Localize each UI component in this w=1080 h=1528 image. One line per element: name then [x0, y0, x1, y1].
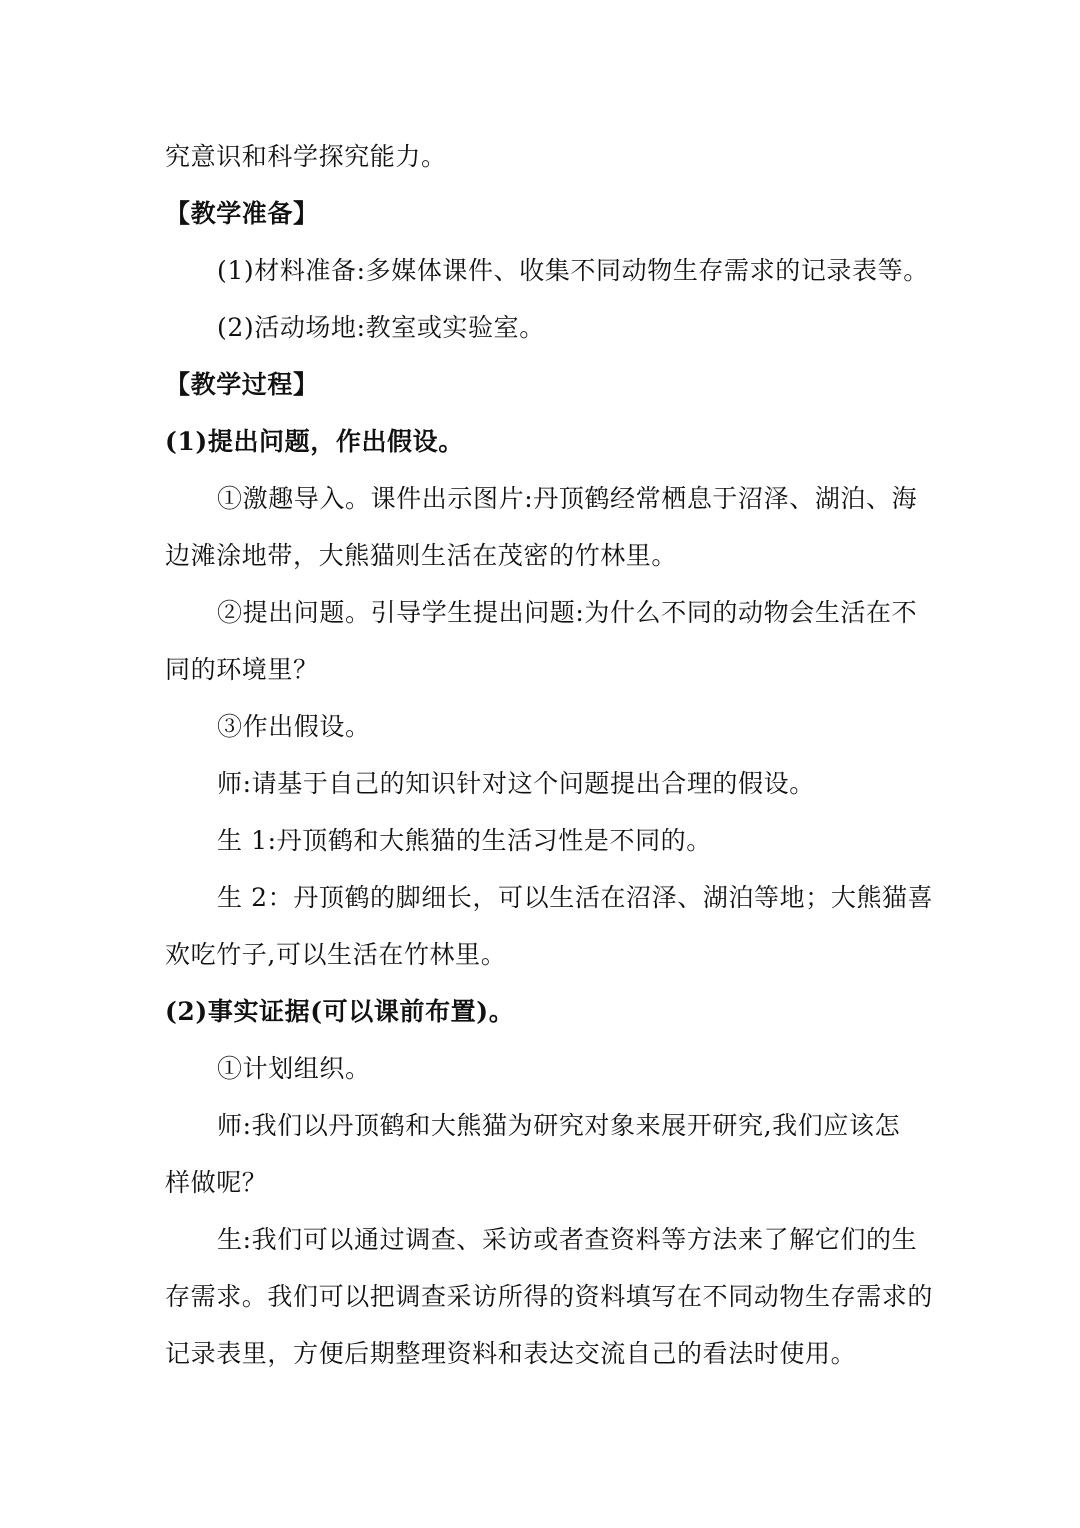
section-heading-preparation: 【教学准备】 — [165, 199, 319, 228]
paragraph-line: ③作出假设。 — [217, 712, 371, 741]
paragraph-line: 欢吃竹子,可以生活在竹林里。 — [165, 940, 507, 969]
paragraph-line: 存需求。我们可以把调查采访所得的资料填写在不同动物生存需求的 — [165, 1282, 934, 1311]
section-heading-process: 【教学过程】 — [165, 370, 319, 399]
paragraph-line: 师:请基于自己的知识针对这个问题提出合理的假设。 — [217, 769, 815, 798]
paragraph-line: ①激趣导入。课件出示图片:丹顶鹤经常栖息于沼泽、湖泊、海 — [217, 484, 918, 513]
document-body — [165, 128, 934, 1382]
paragraph-line: 样做呢？ — [165, 1168, 268, 1197]
paragraph-line-continuation: 究意识和科学探究能力。 — [165, 142, 447, 171]
paragraph-line-venue: (2)活动场地:教室或实验室。 — [217, 313, 545, 342]
paragraph-line: 生 2：丹顶鹤的脚细长，可以生活在沼泽、湖泊等地；大熊猫喜 — [217, 883, 934, 912]
paragraph-line: 生:我们可以通过调查、采访或者查资料等方法来了解它们的生 — [217, 1225, 918, 1254]
paragraph-line: 师:我们以丹顶鹤和大熊猫为研究对象来展开研究,我们应该怎 — [217, 1111, 901, 1140]
paragraph-line-materials: (1)材料准备:多媒体课件、收集不同动物生存需求的记录表等。 — [217, 256, 929, 285]
paragraph-line: 边滩涂地带，大熊猫则生活在茂密的竹林里。 — [165, 541, 678, 570]
subheading-step-1: (1)提出问题，作出假设。 — [165, 427, 464, 456]
paragraph-line: 同的环境里？ — [165, 655, 319, 684]
paragraph-line: ②提出问题。引导学生提出问题:为什么不同的动物会生活在不 — [217, 598, 918, 627]
paragraph-line: 生 1:丹顶鹤和大熊猫的生活习性是不同的。 — [217, 826, 712, 855]
paragraph-line: 记录表里，方便后期整理资料和表达交流自己的看法时使用。 — [165, 1339, 857, 1368]
subheading-step-2: (2)事实证据(可以课前布置)。 — [165, 997, 515, 1026]
paragraph-line: ①计划组织。 — [217, 1054, 371, 1083]
